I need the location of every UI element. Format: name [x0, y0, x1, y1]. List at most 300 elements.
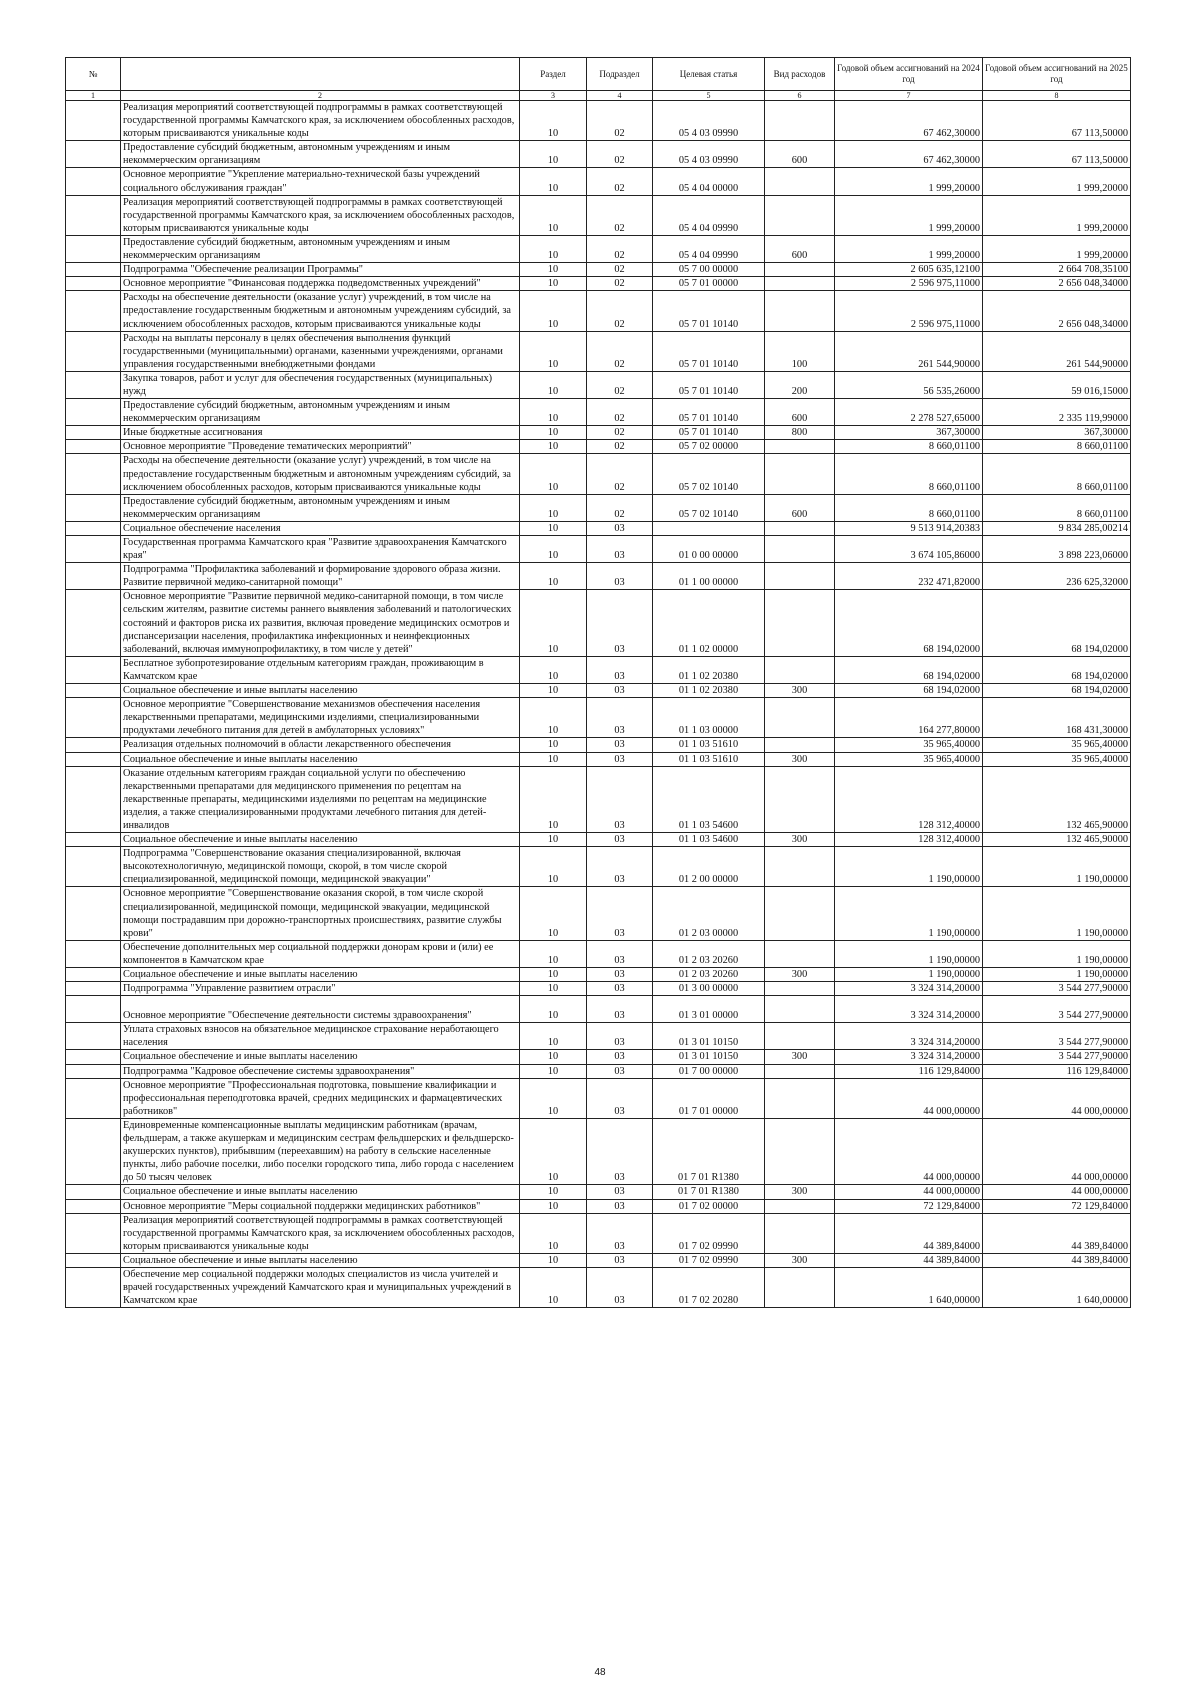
row-target-article: 01 3 00 00000	[653, 982, 765, 996]
row-name: Реализация мероприятий соответствующей подпрограммы в рамках соответствующей государственной программы Камчатского края, за исключением обособленных расходов, которым присваиваются уникальные коды	[121, 1213, 520, 1253]
row-razdel: 10	[520, 684, 587, 698]
column-number: 4	[587, 91, 653, 101]
row-name: Уплата страховых взносов на обязательное медицинское страхование неработающего населения	[121, 1023, 520, 1050]
row-number	[66, 331, 121, 371]
table-row	[66, 1267, 1131, 1307]
row-expense-type	[765, 440, 835, 454]
row-expense-type	[765, 1023, 835, 1050]
table-row	[66, 833, 1131, 847]
row-expense-type: 300	[765, 1050, 835, 1064]
table-row	[66, 684, 1131, 698]
row-target-article: 05 7 00 00000	[653, 263, 765, 277]
header-target: Целевая статья	[653, 58, 765, 91]
budget-table	[65, 57, 1131, 1308]
row-podrazdel: 03	[587, 833, 653, 847]
table-row	[66, 887, 1131, 940]
row-amount-2025: 72 129,84000	[983, 1199, 1131, 1213]
row-expense-type	[765, 563, 835, 590]
row-number	[66, 494, 121, 521]
row-amount-2024: 116 129,84000	[835, 1064, 983, 1078]
row-number	[66, 982, 121, 996]
row-number	[66, 752, 121, 766]
row-amount-2025: 68 194,02000	[983, 656, 1131, 683]
row-number	[66, 968, 121, 982]
row-number	[66, 847, 121, 887]
row-razdel: 10	[520, 371, 587, 398]
row-amount-2025: 67 113,50000	[983, 101, 1131, 141]
row-expense-type	[765, 1199, 835, 1213]
row-target-article: 01 2 03 00000	[653, 887, 765, 940]
row-name: Закупка товаров, работ и услуг для обеспечения государственных (муниципальных) нужд	[121, 371, 520, 398]
row-razdel: 10	[520, 101, 587, 141]
row-name: Предоставление субсидий бюджетным, автономным учреждениям и иным некоммерческим организациям	[121, 235, 520, 262]
row-razdel: 10	[520, 887, 587, 940]
row-razdel: 10	[520, 1078, 587, 1118]
table-row	[66, 168, 1131, 195]
row-razdel: 10	[520, 536, 587, 563]
row-razdel: 10	[520, 982, 587, 996]
row-razdel: 10	[520, 656, 587, 683]
row-amount-2024: 35 965,40000	[835, 738, 983, 752]
row-amount-2025: 8 660,01100	[983, 454, 1131, 494]
row-target-article: 01 3 01 00000	[653, 996, 765, 1023]
row-podrazdel: 02	[587, 440, 653, 454]
row-target-article: 01 7 00 00000	[653, 1064, 765, 1078]
table-row	[66, 847, 1131, 887]
row-amount-2024: 128 312,40000	[835, 766, 983, 832]
row-podrazdel: 02	[587, 399, 653, 426]
row-amount-2024: 1 190,00000	[835, 887, 983, 940]
row-expense-type: 300	[765, 1253, 835, 1267]
row-number	[66, 940, 121, 967]
row-razdel: 10	[520, 454, 587, 494]
header-no: №	[66, 58, 121, 91]
row-target-article: 05 7 02 10140	[653, 494, 765, 521]
row-podrazdel: 03	[587, 1064, 653, 1078]
row-expense-type: 300	[765, 684, 835, 698]
row-amount-2024: 1 999,20000	[835, 235, 983, 262]
row-target-article: 05 7 01 00000	[653, 277, 765, 291]
row-amount-2025: 132 465,90000	[983, 766, 1131, 832]
row-expense-type	[765, 656, 835, 683]
row-podrazdel: 03	[587, 590, 653, 656]
row-razdel: 10	[520, 1267, 587, 1307]
row-name: Иные бюджетные ассигнования	[121, 426, 520, 440]
row-razdel: 10	[520, 1253, 587, 1267]
row-podrazdel: 03	[587, 752, 653, 766]
row-amount-2025: 44 000,00000	[983, 1118, 1131, 1184]
row-name: Предоставление субсидий бюджетным, автономным учреждениям и иным некоммерческим организациям	[121, 141, 520, 168]
row-podrazdel: 02	[587, 371, 653, 398]
row-target-article: 01 7 01 R1380	[653, 1118, 765, 1184]
row-expense-type: 300	[765, 968, 835, 982]
row-razdel: 10	[520, 235, 587, 262]
row-razdel: 10	[520, 426, 587, 440]
row-target-article: 01 1 03 51610	[653, 738, 765, 752]
row-expense-type	[765, 698, 835, 738]
row-name: Реализация отдельных полномочий в области лекарственного обеспечения	[121, 738, 520, 752]
row-amount-2024: 67 462,30000	[835, 141, 983, 168]
table-row	[66, 996, 1131, 1023]
column-number: 6	[765, 91, 835, 101]
table-row	[66, 195, 1131, 235]
table-row	[66, 590, 1131, 656]
row-amount-2024: 1 640,00000	[835, 1267, 983, 1307]
row-amount-2025: 35 965,40000	[983, 752, 1131, 766]
row-number	[66, 521, 121, 535]
row-amount-2025: 3 544 277,90000	[983, 996, 1131, 1023]
row-name: Расходы на выплаты персоналу в целях обеспечения выполнения функций государственными (муниципальными) органами, казенными учреждениями, органами управления государственными внебюджетными фондами	[121, 331, 520, 371]
row-expense-type	[765, 1078, 835, 1118]
header-name	[121, 58, 520, 91]
row-expense-type	[765, 738, 835, 752]
table-row	[66, 536, 1131, 563]
row-target-article: 05 7 01 10140	[653, 399, 765, 426]
row-target-article: 01 2 03 20260	[653, 940, 765, 967]
row-name: Подпрограмма "Управление развитием отрасли"	[121, 982, 520, 996]
row-amount-2025: 8 660,01100	[983, 440, 1131, 454]
row-amount-2024: 8 660,01100	[835, 494, 983, 521]
row-podrazdel: 03	[587, 996, 653, 1023]
row-name: Обеспечение мер социальной поддержки молодых специалистов из числа учителей и врачей государственных учреждений Камчатского края и муниципальных учреждений в Камчатском крае	[121, 1267, 520, 1307]
row-razdel: 10	[520, 940, 587, 967]
table-row	[66, 101, 1131, 141]
row-podrazdel: 03	[587, 1023, 653, 1050]
row-amount-2025: 2 664 708,35100	[983, 263, 1131, 277]
row-podrazdel: 02	[587, 263, 653, 277]
row-podrazdel: 02	[587, 195, 653, 235]
header-2024: Годовой объем ассигнований на 2024 год	[835, 58, 983, 91]
row-amount-2024: 1 999,20000	[835, 195, 983, 235]
row-expense-type: 800	[765, 426, 835, 440]
row-podrazdel: 03	[587, 968, 653, 982]
row-podrazdel: 02	[587, 168, 653, 195]
row-name: Социальное обеспечение и иные выплаты населению	[121, 833, 520, 847]
row-name: Основное мероприятие "Финансовая поддержка подведомственных учреждений"	[121, 277, 520, 291]
row-expense-type	[765, 521, 835, 535]
row-number	[66, 590, 121, 656]
row-expense-type	[765, 996, 835, 1023]
row-target-article: 05 4 03 09990	[653, 141, 765, 168]
row-razdel: 10	[520, 141, 587, 168]
row-target-article: 01 2 03 20260	[653, 968, 765, 982]
row-name: Расходы на обеспечение деятельности (оказание услуг) учреждений, в том числе на предоставление государственным бюджетным и автономным учреждениям субсидий, за исключением обособленных расходов, которым присваиваются уникальные коды	[121, 291, 520, 331]
table-row	[66, 331, 1131, 371]
row-podrazdel: 03	[587, 766, 653, 832]
row-number	[66, 766, 121, 832]
row-name: Основное мероприятие "Обеспечение деятельности системы здравоохранения"	[121, 996, 520, 1023]
row-podrazdel: 02	[587, 291, 653, 331]
row-target-article	[653, 521, 765, 535]
row-amount-2025: 68 194,02000	[983, 590, 1131, 656]
row-expense-type	[765, 982, 835, 996]
row-name: Социальное обеспечение населения	[121, 521, 520, 535]
row-expense-type: 600	[765, 141, 835, 168]
row-razdel: 10	[520, 1199, 587, 1213]
row-number	[66, 168, 121, 195]
table-row	[66, 291, 1131, 331]
page-number: 48	[594, 1667, 606, 1678]
row-amount-2025: 67 113,50000	[983, 141, 1131, 168]
row-amount-2024: 68 194,02000	[835, 684, 983, 698]
row-amount-2024: 44 000,00000	[835, 1185, 983, 1199]
row-amount-2025: 1 640,00000	[983, 1267, 1131, 1307]
row-number	[66, 195, 121, 235]
table-row	[66, 563, 1131, 590]
table-row	[66, 766, 1131, 832]
row-amount-2025: 168 431,30000	[983, 698, 1131, 738]
row-target-article: 01 0 00 00000	[653, 536, 765, 563]
row-number	[66, 996, 121, 1023]
row-name: Социальное обеспечение и иные выплаты населению	[121, 1253, 520, 1267]
row-amount-2025: 1 190,00000	[983, 887, 1131, 940]
table-row	[66, 1023, 1131, 1050]
row-amount-2025: 1 999,20000	[983, 235, 1131, 262]
row-podrazdel: 03	[587, 887, 653, 940]
row-number	[66, 536, 121, 563]
row-podrazdel: 03	[587, 738, 653, 752]
row-amount-2025: 1 190,00000	[983, 968, 1131, 982]
row-name: Предоставление субсидий бюджетным, автономным учреждениям и иным некоммерческим организациям	[121, 399, 520, 426]
row-expense-type	[765, 887, 835, 940]
row-target-article: 01 7 01 00000	[653, 1078, 765, 1118]
row-amount-2024: 68 194,02000	[835, 656, 983, 683]
row-name: Подпрограмма "Профилактика заболеваний и формирование здорового образа жизни. Развитие первичной медико-санитарной помощи"	[121, 563, 520, 590]
row-number	[66, 698, 121, 738]
column-number: 7	[835, 91, 983, 101]
row-amount-2024: 232 471,82000	[835, 563, 983, 590]
row-podrazdel: 03	[587, 940, 653, 967]
row-target-article: 01 7 02 20280	[653, 1267, 765, 1307]
row-target-article: 05 7 01 10140	[653, 331, 765, 371]
header-2025: Годовой объем ассигнований на 2025 год	[983, 58, 1131, 91]
row-name: Бесплатное зубопротезирование отдельным категориям граждан, проживающим в Камчатском крае	[121, 656, 520, 683]
row-razdel: 10	[520, 996, 587, 1023]
row-razdel: 10	[520, 1064, 587, 1078]
row-podrazdel: 02	[587, 426, 653, 440]
row-amount-2024: 44 389,84000	[835, 1213, 983, 1253]
row-number	[66, 1050, 121, 1064]
row-razdel: 10	[520, 1023, 587, 1050]
table-row	[66, 752, 1131, 766]
row-number	[66, 887, 121, 940]
row-name: Подпрограмма "Совершенствование оказания специализированной, включая высокотехнологичную, медицинской помощи, скорой, в том числе скорой специализированной, медицинской помощи, медицинской эвакуации"	[121, 847, 520, 887]
row-amount-2025: 1 190,00000	[983, 940, 1131, 967]
row-name: Основное мероприятие "Проведение тематических мероприятий"	[121, 440, 520, 454]
row-amount-2025: 2 656 048,34000	[983, 291, 1131, 331]
row-name: Основное мероприятие "Развитие первичной медико-санитарной помощи, в том числе сельским жителям, развитие системы раннего выявления заболеваний и патологических состояний и факторов риска их развития, включая проведение медицинских осмотров и диспансеризации населения, профилактика инфекционных и неинфекционных заболеваний, включая иммунопрофилактику, в том числе у детей"	[121, 590, 520, 656]
row-target-article: 05 4 03 09990	[653, 101, 765, 141]
row-razdel: 10	[520, 399, 587, 426]
row-expense-type	[765, 291, 835, 331]
row-name: Реализация мероприятий соответствующей подпрограммы в рамках соответствующей государственной программы Камчатского края, за исключением обособленных расходов, которым присваиваются уникальные коды	[121, 101, 520, 141]
row-name: Оказание отдельным категориям граждан социальной услуги по обеспечению лекарственными препаратами для медицинского применения по рецептам на лекарственные препараты, медицинскими изделиями по рецептам на медицинские изделия, а также специализированными продуктами лечебного питания для детей-инвалидов	[121, 766, 520, 832]
row-expense-type: 100	[765, 331, 835, 371]
row-name: Обеспечение дополнительных мер социальной поддержки донорам крови и (или) ее компонентов в Камчатском крае	[121, 940, 520, 967]
row-number	[66, 1064, 121, 1078]
row-number	[66, 1199, 121, 1213]
row-razdel: 10	[520, 440, 587, 454]
row-expense-type	[765, 766, 835, 832]
table-row	[66, 454, 1131, 494]
row-target-article: 01 7 02 09990	[653, 1213, 765, 1253]
row-number	[66, 454, 121, 494]
row-razdel: 10	[520, 847, 587, 887]
row-expense-type	[765, 1213, 835, 1253]
row-amount-2025: 44 000,00000	[983, 1185, 1131, 1199]
row-razdel: 10	[520, 766, 587, 832]
row-target-article: 05 4 04 09990	[653, 195, 765, 235]
table-row	[66, 399, 1131, 426]
row-razdel: 10	[520, 698, 587, 738]
row-expense-type	[765, 263, 835, 277]
row-podrazdel: 03	[587, 656, 653, 683]
row-name: Социальное обеспечение и иные выплаты населению	[121, 1185, 520, 1199]
table-row	[66, 235, 1131, 262]
row-target-article: 05 7 01 10140	[653, 371, 765, 398]
column-number: 8	[983, 91, 1131, 101]
row-amount-2025: 8 660,01100	[983, 494, 1131, 521]
row-name: Единовременные компенсационные выплаты медицинским работникам (врачам, фельдшерам, а также акушеркам и медицинским сестрам фельдшерских и фельдшерско-акушерских пунктов), прибывшим (переехавшим) на работу в сельские населенные пункты, либо рабочие поселки, либо поселки городского типа, либо города с населением до 50 тысяч человек	[121, 1118, 520, 1184]
row-expense-type: 600	[765, 235, 835, 262]
row-podrazdel: 03	[587, 698, 653, 738]
row-number	[66, 1253, 121, 1267]
row-target-article: 05 4 04 00000	[653, 168, 765, 195]
table-row	[66, 277, 1131, 291]
row-target-article: 01 2 00 00000	[653, 847, 765, 887]
row-amount-2025: 3 544 277,90000	[983, 1050, 1131, 1064]
row-expense-type: 600	[765, 399, 835, 426]
row-amount-2024: 72 129,84000	[835, 1199, 983, 1213]
row-amount-2025: 44 000,00000	[983, 1078, 1131, 1118]
row-razdel: 10	[520, 968, 587, 982]
row-podrazdel: 03	[587, 1078, 653, 1118]
row-expense-type	[765, 277, 835, 291]
row-podrazdel: 03	[587, 1267, 653, 1307]
row-name: Социальное обеспечение и иные выплаты населению	[121, 1050, 520, 1064]
row-podrazdel: 03	[587, 847, 653, 887]
row-razdel: 10	[520, 168, 587, 195]
row-number	[66, 563, 121, 590]
row-number	[66, 656, 121, 683]
row-target-article: 01 3 01 10150	[653, 1050, 765, 1064]
row-amount-2025: 35 965,40000	[983, 738, 1131, 752]
table-row	[66, 371, 1131, 398]
row-expense-type	[765, 1064, 835, 1078]
table-row	[66, 1185, 1131, 1199]
row-razdel: 10	[520, 738, 587, 752]
row-podrazdel: 03	[587, 521, 653, 535]
row-expense-type: 600	[765, 494, 835, 521]
row-amount-2024: 68 194,02000	[835, 590, 983, 656]
row-razdel: 10	[520, 563, 587, 590]
row-razdel: 10	[520, 1050, 587, 1064]
row-number	[66, 738, 121, 752]
row-amount-2025: 44 389,84000	[983, 1253, 1131, 1267]
table-row	[66, 494, 1131, 521]
row-target-article: 01 1 02 20380	[653, 684, 765, 698]
row-razdel: 10	[520, 494, 587, 521]
row-razdel: 10	[520, 195, 587, 235]
row-amount-2024: 1 999,20000	[835, 168, 983, 195]
row-number	[66, 684, 121, 698]
row-number	[66, 1185, 121, 1199]
table-row	[66, 1253, 1131, 1267]
row-expense-type	[765, 536, 835, 563]
row-podrazdel: 03	[587, 1199, 653, 1213]
row-expense-type	[765, 101, 835, 141]
column-number-row	[66, 91, 1131, 101]
table-row	[66, 1118, 1131, 1184]
table-row	[66, 263, 1131, 277]
row-target-article: 05 7 01 10140	[653, 291, 765, 331]
row-name: Основное мероприятие "Укрепление материально-технической базы учреждений социального обслуживания граждан"	[121, 168, 520, 195]
row-razdel: 10	[520, 1185, 587, 1199]
row-amount-2025: 1 999,20000	[983, 195, 1131, 235]
row-podrazdel: 02	[587, 277, 653, 291]
row-amount-2025: 2 656 048,34000	[983, 277, 1131, 291]
row-target-article: 01 7 02 09990	[653, 1253, 765, 1267]
row-amount-2025: 132 465,90000	[983, 833, 1131, 847]
row-amount-2024: 3 324 314,20000	[835, 996, 983, 1023]
column-number: 3	[520, 91, 587, 101]
row-amount-2024: 44 000,00000	[835, 1078, 983, 1118]
row-amount-2025: 1 999,20000	[983, 168, 1131, 195]
row-expense-type	[765, 590, 835, 656]
row-podrazdel: 02	[587, 101, 653, 141]
header-podrazdel: Подраздел	[587, 58, 653, 91]
row-amount-2024: 3 324 314,20000	[835, 982, 983, 996]
table-row	[66, 141, 1131, 168]
row-amount-2024: 1 190,00000	[835, 847, 983, 887]
row-amount-2025: 3 898 223,06000	[983, 536, 1131, 563]
row-amount-2025: 236 625,32000	[983, 563, 1131, 590]
row-expense-type	[765, 454, 835, 494]
row-podrazdel: 02	[587, 235, 653, 262]
row-expense-type: 200	[765, 371, 835, 398]
row-podrazdel: 03	[587, 1118, 653, 1184]
row-name: Подпрограмма "Кадровое обеспечение системы здравоохранения"	[121, 1064, 520, 1078]
row-number	[66, 833, 121, 847]
row-amount-2024: 67 462,30000	[835, 101, 983, 141]
column-number: 5	[653, 91, 765, 101]
column-number: 1	[66, 91, 121, 101]
row-amount-2024: 1 190,00000	[835, 940, 983, 967]
row-amount-2025: 3 544 277,90000	[983, 1023, 1131, 1050]
row-name: Расходы на обеспечение деятельности (оказание услуг) учреждений, в том числе на предоставление государственным бюджетным и автономным учреждениям субсидий, за исключением обособленных расходов, которым присваиваются уникальные коды	[121, 454, 520, 494]
row-name: Основное мероприятие "Меры социальной поддержки медицинских работников"	[121, 1199, 520, 1213]
row-expense-type	[765, 1267, 835, 1307]
row-name: Основное мероприятие "Профессиональная подготовка, повышение квалификации и профессиональная переподготовка врачей, средних медицинских и фармацевтических работников"	[121, 1078, 520, 1118]
table-row	[66, 698, 1131, 738]
row-target-article: 01 3 01 10150	[653, 1023, 765, 1050]
row-razdel: 10	[520, 521, 587, 535]
row-target-article: 01 1 03 00000	[653, 698, 765, 738]
row-number	[66, 399, 121, 426]
row-razdel: 10	[520, 291, 587, 331]
row-expense-type: 300	[765, 833, 835, 847]
row-target-article: 01 1 02 20380	[653, 656, 765, 683]
row-amount-2024: 164 277,80000	[835, 698, 983, 738]
row-target-article: 01 1 03 54600	[653, 833, 765, 847]
table-row	[66, 1199, 1131, 1213]
row-expense-type: 300	[765, 1185, 835, 1199]
row-amount-2024: 8 660,01100	[835, 440, 983, 454]
row-name: Реализация мероприятий соответствующей подпрограммы в рамках соответствующей государственной программы Камчатского края, за исключением обособленных расходов, которым присваиваются уникальные коды	[121, 195, 520, 235]
row-number	[66, 291, 121, 331]
row-amount-2024: 35 965,40000	[835, 752, 983, 766]
row-name: Основное мероприятие "Совершенствование механизмов обеспечения населения лекарственными препаратами, медицинскими изделиями, специализированными продуктами лечебного питания для детей в амбулаторных условиях"	[121, 698, 520, 738]
